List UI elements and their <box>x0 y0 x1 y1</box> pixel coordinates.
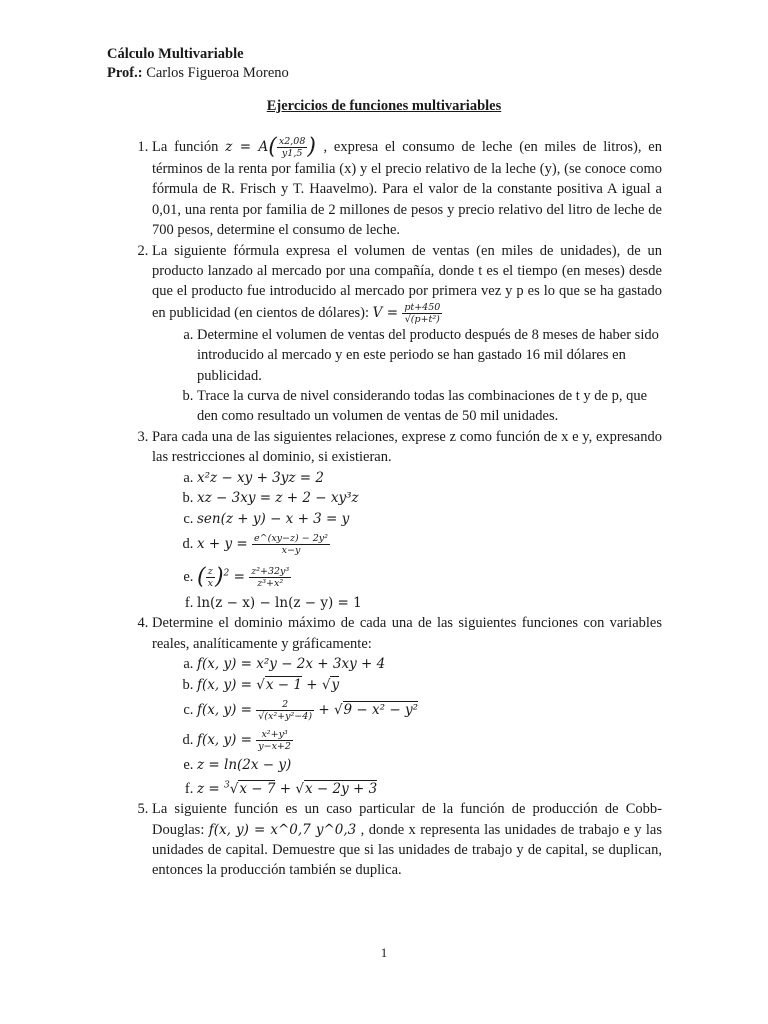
exercise-4: 4. Determine el dominio máximo de cada una de las siguientes funciones con variables reales, analíticamente y gráficamente: a. f(x, y) = x²y − 2x + 3xy + 4 b. f(x, y) = √x − 1 + √y c. f(x, y) = $\frac{2}{\text{√(x²+y²−4)}}$ + √9 − x² − y² d. f(x, y) = $\frac{\text{x²+y³}}{y-x+2}$ e. z = ln(2x − y) f. z = $^3$√x − 7 + √x − 2y + 3 <box>152 613 662 799</box>
exercise-4c: c. f(x, y) = $\frac{2}{\text{√(x²+y²−4)}}$ + √9 − x² − y² <box>197 695 662 725</box>
prof-name: Carlos Figueroa Moreno <box>146 65 289 81</box>
exercise-4f: f. z = $^3$√x − 7 + √x − 2y + 3 <box>197 775 662 799</box>
exercise-4b: b. f(x, y) = √x − 1 + √y <box>197 675 662 695</box>
prof-label: Prof.: <box>107 65 143 81</box>
exercise-2a: a. Determine el volumen de ventas del producto después de 8 meses de haber sido introducido al mercado y en este periodo se han gastado 16 mil dólares en publicidad. <box>197 325 662 386</box>
exercise-4d: d. f(x, y) = $\frac{\text{x²+y³}}{y-x+2}$ <box>197 725 662 755</box>
page-title: Ejercicios de funciones multivariables <box>266 98 502 114</box>
exercise-1: 1. La función z = A( $\frac{x2,08}{y1,5}$ ) , expresa el consumo de leche (en miles de litros), en términos de la renta por familia (x) y el precio relativo de la leche (y), (se conoce como fórmula de R. Frisch y T. Haavelmo). Para el valor de la constante positiva A igual a 0,01, una renta por familia de 2 millones de pesos y precio relativo del litro de leche de 700 pesos, determine el consumo de leche. <box>152 136 662 241</box>
exercise-3: 3. Para cada una de las siguientes relaciones, exprese z como función de x e y, expresando las restricciones al dominio, si existieran. a. x²z − xy + 3yz = 2 b. xz − 3xy = z + 2 − xy³z c. sen(z + y) − x + 3 = y d. x + y = $\frac{\text{e\textasciicircum{}(xy−z) − 2y²}}{x-y}$ e. ( $\frac{z}{x}$ )$^2$ = $\frac{\text{z²+32y³}}{\text{z³+x²}}$ f. ln(z − x) − ln(z − y) = 1 <box>152 427 662 613</box>
exercise-3a: a. x²z − xy + 3yz = 2 <box>197 468 662 488</box>
formula-1: z = A( $\frac{x2,08}{y1,5}$ ) <box>225 134 316 160</box>
exercise-3c: c. sen(z + y) − x + 3 = y <box>197 509 662 529</box>
exercise-3f: f. ln(z − x) − ln(z − y) = 1 <box>197 593 662 613</box>
exercise-5: 5. La siguiente función es un caso particular de la función de producción de Cobb-Douglas: f(x, y) = x^0,7 y^0,3 , donde x representa las unidades de trabajo e y las unidades de capital. Demuestre que si las unidades de trabajo y de capital, se duplican, entonces la producción también se duplica. <box>152 799 662 881</box>
exercise-2b: b. Trace la curva de nivel considerando todas las combinaciones de t y de p, que den como resultado un volumen de ventas de 50 mil unidades. <box>197 386 662 427</box>
formula-5: f(x, y) = x^0,7 y^0,3 <box>208 821 357 838</box>
exercise-list <box>128 136 662 881</box>
exercise-3e: e. ( $\frac{z}{x}$ )$^2$ = $\frac{\text{z²+32y³}}{\text{z³+x²}}$ <box>197 559 662 593</box>
exercise-4e: e. z = ln(2x − y) <box>197 755 662 775</box>
exercise-3b: b. xz − 3xy = z + 2 − xy³z <box>197 488 662 508</box>
exercise-2: 2. La siguiente fórmula expresa el volumen de ventas (en miles de unidades), de un producto lanzado al mercado por una compañía, donde t es el tiempo (en meses) desde que el producto fue introducido al mercado por primera vez y p es lo que se ha gastado en publicidad (en cientos de dólares): V = $\frac{pt+450}{\text{√(p+t²)}}$ a. Determine el volumen de ventas del producto después de 8 meses de haber sido introducido al mercado y en este periodo se han gastado 16 mil dólares en publicidad. b. Trace la curva de nivel considerando todas las combinaciones de t y de p, que den como resultado un volumen de ventas de 50 mil unidades. <box>152 241 662 427</box>
exercise-3d: d. x + y = $\frac{\text{e\textasciicircum{}(xy−z) − 2y²}}{x-y}$ <box>197 529 662 559</box>
course-name: Cálculo Multivariable <box>107 46 244 62</box>
exercise-4a: a. f(x, y) = x²y − 2x + 3xy + 4 <box>197 654 662 674</box>
formula-2: V = $\frac{pt+450}{\text{√(p+t²)}}$ <box>372 301 441 325</box>
page-number: 1 <box>380 945 388 960</box>
document-header <box>107 45 289 83</box>
